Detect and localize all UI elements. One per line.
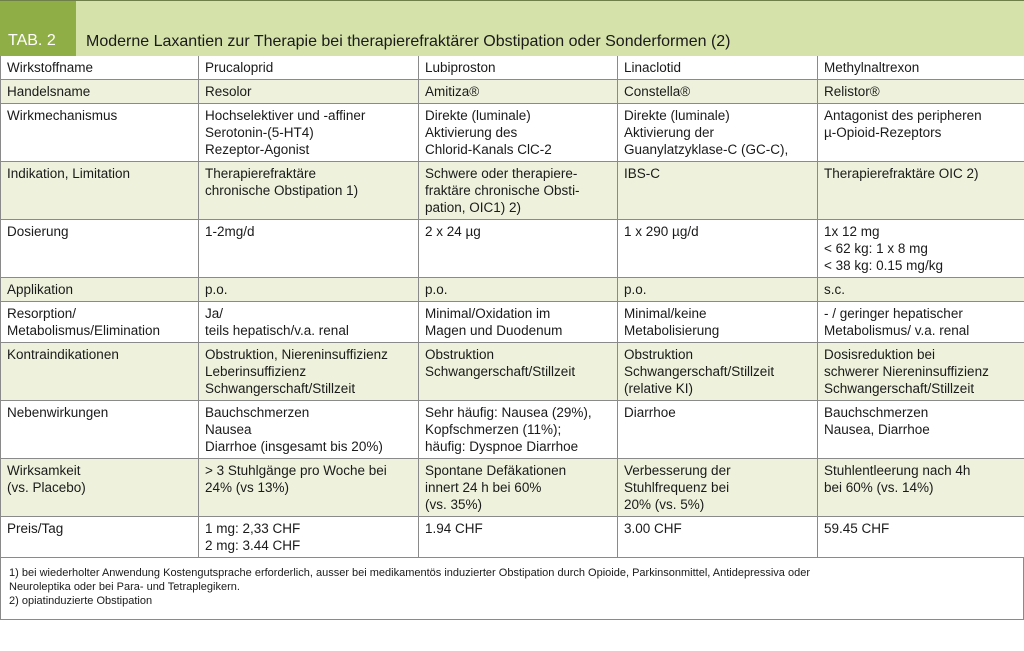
table-row bbox=[1, 302, 1024, 343]
cell-text: 1x 12 mg bbox=[824, 224, 880, 239]
table-row bbox=[1, 459, 1024, 517]
table-row bbox=[1, 278, 1024, 302]
table-cell bbox=[618, 343, 818, 401]
cell-text: Diarrhoe bbox=[624, 405, 676, 420]
cell-text: < 62 kg: 1 x 8 mg bbox=[824, 241, 928, 256]
cell-text: p.o. bbox=[425, 282, 448, 297]
cell-text: häufig: Dyspnoe Diarrhoe bbox=[425, 439, 579, 454]
cell-text: Nausea bbox=[205, 422, 252, 437]
table-cell bbox=[419, 302, 618, 343]
table-row bbox=[1, 56, 1024, 80]
table-cell bbox=[419, 459, 618, 517]
cell-text: 1 mg: 2,33 CHF bbox=[205, 521, 301, 536]
cell-text: Aktivierung der bbox=[624, 125, 715, 140]
table-cell bbox=[419, 220, 618, 278]
cell-text: Dosierung bbox=[7, 224, 69, 239]
cell-text: Diarrhoe (insgesamt bis 20%) bbox=[205, 439, 383, 454]
table-cell bbox=[818, 220, 1024, 278]
cell-text: Antagonist des peripheren bbox=[824, 108, 982, 123]
cell-text: Obstruktion bbox=[624, 347, 694, 362]
cell-text: Dosisreduktion bei bbox=[824, 347, 936, 362]
cell-text: pation, OIC1) 2) bbox=[425, 200, 522, 215]
table-cell bbox=[818, 459, 1024, 517]
cell-text: Kopfschmerzen (11%); bbox=[425, 422, 562, 437]
row-label-cell bbox=[1, 343, 199, 401]
table-cell bbox=[618, 459, 818, 517]
table-cell bbox=[199, 278, 419, 302]
table-row bbox=[1, 104, 1024, 162]
cell-text: Hochselektiver und -affiner bbox=[205, 108, 366, 123]
table-cell bbox=[818, 80, 1024, 104]
cell-text: Wirkmechanismus bbox=[7, 108, 118, 123]
cell-text: Wirksamkeit bbox=[7, 463, 81, 478]
table-cell bbox=[618, 220, 818, 278]
footnote-2: 2) opiatinduzierte Obstipation bbox=[9, 595, 153, 607]
cell-text: Kontraindikationen bbox=[7, 347, 119, 362]
laxatives-table bbox=[0, 56, 1024, 558]
row-label-cell bbox=[1, 104, 199, 162]
cell-text: 2 x 24 µg bbox=[425, 224, 481, 239]
table-cell bbox=[818, 104, 1024, 162]
table-cell bbox=[419, 343, 618, 401]
cell-text: Spontane Defäkationen bbox=[425, 463, 567, 478]
cell-text: Applikation bbox=[7, 282, 74, 297]
cell-text: s.c. bbox=[824, 282, 846, 297]
cell-text: Stuhlentleerung nach 4h bbox=[824, 463, 971, 478]
cell-text: Metabolisierung bbox=[624, 323, 720, 338]
table-cell bbox=[618, 56, 818, 80]
row-label-cell bbox=[1, 278, 199, 302]
cell-text: > 3 Stuhlgänge pro Woche bei bbox=[205, 463, 387, 478]
row-label-cell bbox=[1, 162, 199, 220]
table-cell bbox=[199, 220, 419, 278]
table-cell bbox=[419, 278, 618, 302]
cell-text: IBS-C bbox=[624, 166, 661, 181]
cell-text: Indikation, Limitation bbox=[7, 166, 131, 181]
table-cell bbox=[618, 302, 818, 343]
table-cell bbox=[199, 343, 419, 401]
cell-text: Obstruktion bbox=[425, 347, 495, 362]
table-row bbox=[1, 517, 1024, 558]
table-cell bbox=[618, 517, 818, 558]
row-label-cell bbox=[1, 401, 199, 459]
cell-text: Amitiza® bbox=[425, 84, 480, 99]
cell-text: Bauchschmerzen bbox=[205, 405, 310, 420]
row-label-cell bbox=[1, 517, 199, 558]
table-row bbox=[1, 220, 1024, 278]
cell-text: p.o. bbox=[205, 282, 228, 297]
table-cell bbox=[419, 162, 618, 220]
cell-text: (vs. 35%) bbox=[425, 497, 483, 512]
cell-text: chronische Obstipation 1) bbox=[205, 183, 359, 198]
table-cell bbox=[818, 302, 1024, 343]
table-cell bbox=[419, 56, 618, 80]
cell-text: Therapierefraktäre OIC 2) bbox=[824, 166, 979, 181]
table-cell bbox=[818, 343, 1024, 401]
cell-text: Direkte (luminale) bbox=[624, 108, 730, 123]
cell-text: Nebenwirkungen bbox=[7, 405, 109, 420]
cell-text: Schwangerschaft/Stillzeit bbox=[824, 381, 975, 396]
cell-text: - / geringer hepatischer bbox=[824, 306, 963, 321]
row-label-cell bbox=[1, 80, 199, 104]
cell-text: 1 x 290 µg/d bbox=[624, 224, 699, 239]
cell-text: 59.45 CHF bbox=[824, 521, 890, 536]
cell-text: schwerer Niereninsuffizienz bbox=[824, 364, 989, 379]
cell-text: Schwangerschaft/Stillzeit bbox=[205, 381, 356, 396]
cell-text: Metabolismus/Elimination bbox=[7, 323, 161, 338]
cell-text: Chlorid-Kanals ClC-2 bbox=[425, 142, 552, 157]
table-cell bbox=[199, 302, 419, 343]
table-row bbox=[1, 343, 1024, 401]
cell-text: Nausea, Diarrhoe bbox=[824, 422, 930, 437]
cell-text: Magen und Duodenum bbox=[425, 323, 563, 338]
cell-text: < 38 kg: 0.15 mg/kg bbox=[824, 258, 943, 273]
cell-text: bei 60% (vs. 14%) bbox=[824, 480, 934, 495]
footnote-1b: Neuroleptika oder bei Para- und Tetraplegikern. bbox=[9, 581, 240, 593]
cell-text: Metabolismus/ v.a. renal bbox=[824, 323, 970, 338]
table-header bbox=[0, 0, 1024, 56]
cell-text: Obstruktion, Niereninsuffizienz bbox=[205, 347, 388, 362]
cell-text: 3.00 CHF bbox=[624, 521, 682, 536]
row-label-cell bbox=[1, 302, 199, 343]
cell-text: Linaclotid bbox=[624, 60, 682, 75]
cell-text: 24% (vs 13%) bbox=[205, 480, 290, 495]
table-cell bbox=[618, 162, 818, 220]
row-label-cell bbox=[1, 220, 199, 278]
cell-text: Verbesserung der bbox=[624, 463, 731, 478]
cell-text: Resolor bbox=[205, 84, 252, 99]
cell-text: Methylnaltrexon bbox=[824, 60, 920, 75]
cell-text: 20% (vs. 5%) bbox=[624, 497, 705, 512]
cell-text: 1-2mg/d bbox=[205, 224, 255, 239]
cell-text: Direkte (luminale) bbox=[425, 108, 531, 123]
cell-text: Aktivierung des bbox=[425, 125, 518, 140]
table-row bbox=[1, 401, 1024, 459]
cell-text: Therapierefraktäre bbox=[205, 166, 317, 181]
cell-text: Lubiproston bbox=[425, 60, 496, 75]
table-cell bbox=[618, 278, 818, 302]
cell-text: 1.94 CHF bbox=[425, 521, 483, 536]
cell-text: Stuhlfrequenz bei bbox=[624, 480, 730, 495]
row-label-cell bbox=[1, 56, 199, 80]
table-cell bbox=[419, 80, 618, 104]
cell-text: Minimal/Oxidation im bbox=[425, 306, 551, 321]
table-cell bbox=[199, 56, 419, 80]
cell-text: (relative KI) bbox=[624, 381, 694, 396]
footnotes bbox=[0, 558, 1024, 620]
cell-text: Leberinsuffizienz bbox=[205, 364, 307, 379]
table-number: TAB. 2 bbox=[0, 1, 76, 56]
table-cell bbox=[419, 401, 618, 459]
cell-text: teils hepatisch/v.a. renal bbox=[205, 323, 349, 338]
table-cell bbox=[199, 162, 419, 220]
table-cell bbox=[419, 517, 618, 558]
table-cell bbox=[199, 459, 419, 517]
table-cell bbox=[199, 104, 419, 162]
table-cell bbox=[818, 278, 1024, 302]
cell-text: Preis/Tag bbox=[7, 521, 64, 536]
cell-text: Relistor® bbox=[824, 84, 880, 99]
table-cell bbox=[818, 162, 1024, 220]
cell-text: innert 24 h bei 60% bbox=[425, 480, 542, 495]
cell-text: Ja/ bbox=[205, 306, 224, 321]
cell-text: Rezeptor-Agonist bbox=[205, 142, 310, 157]
cell-text: (vs. Placebo) bbox=[7, 480, 86, 495]
cell-text: Minimal/keine bbox=[624, 306, 707, 321]
cell-text: µ-Opioid-Rezeptors bbox=[824, 125, 942, 140]
table-cell bbox=[618, 80, 818, 104]
cell-text: Serotonin-(5-HT4) bbox=[205, 125, 314, 140]
cell-text: Prucaloprid bbox=[205, 60, 274, 75]
row-label-cell bbox=[1, 459, 199, 517]
table-cell bbox=[818, 517, 1024, 558]
cell-text: Handelsname bbox=[7, 84, 91, 99]
table-cell bbox=[199, 401, 419, 459]
cell-text: Schwangerschaft/Stillzeit bbox=[425, 364, 576, 379]
table-cell bbox=[618, 104, 818, 162]
table-cell bbox=[818, 401, 1024, 459]
table-cell bbox=[618, 401, 818, 459]
table-row bbox=[1, 162, 1024, 220]
cell-text: Constella® bbox=[624, 84, 691, 99]
table-cell bbox=[199, 80, 419, 104]
table-cell bbox=[419, 104, 618, 162]
cell-text: fraktäre chronische Obsti- bbox=[425, 183, 580, 198]
cell-text: Schwangerschaft/Stillzeit bbox=[624, 364, 775, 379]
footnote-1a: 1) bei wiederholter Anwendung Kostengutsprache erforderlich, ausser bei medikamentös induzierter Obstipation durch Opioide, Parkinsonmittel, Antidepressiva oder bbox=[9, 567, 810, 579]
cell-text: Resorption/ bbox=[7, 306, 77, 321]
table-cell bbox=[199, 517, 419, 558]
cell-text: Sehr häufig: Nausea (29%), bbox=[425, 405, 592, 420]
cell-text: 2 mg: 3.44 CHF bbox=[205, 538, 301, 553]
table-cell bbox=[818, 56, 1024, 80]
cell-text: Wirkstoffname bbox=[7, 60, 94, 75]
table-row bbox=[1, 80, 1024, 104]
cell-text: Guanylatzyklase-C (GC-C), bbox=[624, 142, 789, 157]
cell-text: Schwere oder therapiere- bbox=[425, 166, 578, 181]
table-title: Moderne Laxantien zur Therapie bei therapierefraktärer Obstipation oder Sonderformen (2) bbox=[76, 1, 1024, 56]
cell-text: Bauchschmerzen bbox=[824, 405, 929, 420]
cell-text: p.o. bbox=[624, 282, 647, 297]
